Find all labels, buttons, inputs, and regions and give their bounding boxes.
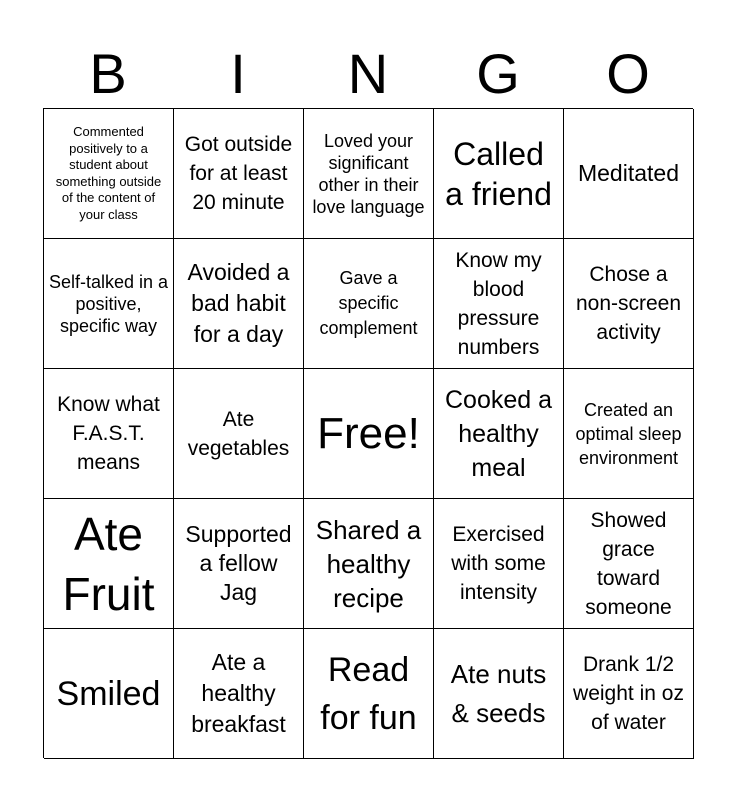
- bingo-cell[interactable]: [44, 239, 174, 369]
- cell-text: Ate nuts & seeds: [450, 658, 547, 728]
- free-space-text: Free!: [317, 408, 420, 458]
- cell-text: Showed grace toward someone: [585, 508, 672, 619]
- cell-text: Self-talked in a positive, specific way: [48, 271, 169, 336]
- cell-text: Cooked a healthy meal: [444, 385, 553, 482]
- cell-text: Meditated: [577, 160, 679, 186]
- header-letter-i: I: [230, 42, 246, 105]
- bingo-cell[interactable]: [44, 499, 174, 629]
- cell-text: Created an optimal sleep environment: [575, 399, 682, 468]
- free-space-cell[interactable]: [304, 369, 434, 499]
- bingo-cell[interactable]: [564, 239, 694, 369]
- cell-text: Smiled: [56, 674, 161, 713]
- cell-text: Ate vegetables: [187, 407, 290, 460]
- bingo-cell[interactable]: [564, 109, 694, 239]
- bingo-cell[interactable]: [44, 629, 174, 759]
- bingo-cell[interactable]: [434, 109, 564, 239]
- header-letter-b: B: [89, 42, 127, 105]
- bingo-cell[interactable]: [304, 499, 434, 629]
- bingo-cell[interactable]: [564, 629, 694, 759]
- bingo-cell[interactable]: [44, 109, 174, 239]
- bingo-cell[interactable]: [174, 109, 304, 239]
- cell-text: Commented positively to a student about something outside of the content of your class: [55, 124, 162, 222]
- bingo-cell[interactable]: [434, 499, 564, 629]
- cell-text: Shared a healthy recipe: [315, 514, 422, 613]
- header-letter-n: N: [347, 42, 389, 105]
- bingo-cell[interactable]: [174, 499, 304, 629]
- bingo-cell[interactable]: [564, 369, 694, 499]
- cell-text: Loved your significant other in their love language: [312, 130, 425, 217]
- bingo-header: [43, 40, 693, 108]
- bingo-cell[interactable]: [434, 629, 564, 759]
- cell-text: Read for fun: [320, 650, 417, 737]
- bingo-cell[interactable]: [564, 499, 694, 629]
- cell-text: Chose a non-screen activity: [575, 263, 682, 344]
- bingo-grid: [43, 108, 693, 758]
- cell-text: Gave a specific complement: [319, 268, 418, 338]
- cell-text: Avoided a bad habit for a day: [187, 259, 290, 347]
- cell-text: Know my blood pressure numbers: [455, 248, 542, 359]
- bingo-cell[interactable]: [174, 239, 304, 369]
- cell-text: Called a friend: [445, 135, 552, 212]
- bingo-cell[interactable]: [304, 109, 434, 239]
- header-letter-g: G: [476, 42, 520, 105]
- bingo-cell[interactable]: [44, 369, 174, 499]
- bingo-cell[interactable]: [304, 629, 434, 759]
- cell-text: Ate Fruit: [62, 507, 155, 620]
- cell-text: Supported a fellow Jag: [185, 521, 292, 605]
- bingo-cell[interactable]: [174, 629, 304, 759]
- cell-text: Ate a healthy breakfast: [191, 649, 286, 737]
- cell-text: Know what F.A.S.T. means: [57, 393, 160, 474]
- cell-text: Exercised with some intensity: [451, 523, 546, 604]
- bingo-cell[interactable]: [434, 239, 564, 369]
- header-letter-o: O: [606, 42, 650, 105]
- cell-text: Drank 1/2 weight in oz of water: [573, 653, 684, 734]
- bingo-cell[interactable]: [304, 239, 434, 369]
- cell-text: Got outside for at least 20 minute: [184, 133, 293, 214]
- bingo-cell[interactable]: [174, 369, 304, 499]
- bingo-cell[interactable]: [434, 369, 564, 499]
